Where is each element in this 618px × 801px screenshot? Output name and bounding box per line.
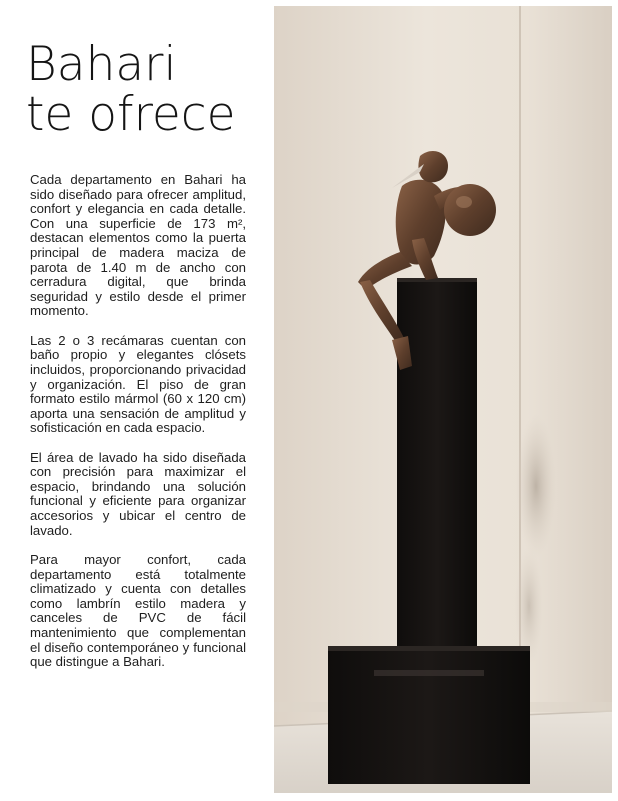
paragraph-laundry: El área de lavado ha sido diseñada con precisión para maximizar el espacio, brindando una solución funcional y eficiente para organizar accesorios y ubicar el centro de lavado. [30,449,246,538]
sculpture-photo [274,6,612,793]
paragraph-bedrooms: Las 2 o 3 recámaras cuentan con baño propio y elegantes clósets incluidos, proporcionando privacidad y organización. El piso de gran formato estilo mármol (60 x 120 cm) aporta una sensación de amplitud y sofisticación en cada espacio. [30,332,246,436]
page-title [26,37,236,142]
title-line-1: Bahari [26,37,177,92]
title-line-2: te ofrece [26,87,236,142]
paragraph-intro: Cada departamento en Bahari ha sido diseñado para ofrecer amplitud, confort y elegancia en cada detalle. Con una superficie de 173 m², destacan elementos como la puerta principal de madera maciza de parota de 1.40 m de ancho con cerradura digital, que brinda seguridad y estilo desde el primer momento. [30,172,246,319]
paragraph-comfort: Para mayor confort, cada departamento está totalmente climatizado y cuenta con detalles como lambrín estilo madera y canceles de PVC de fácil mantenimiento que complementan el diseño contemporáneo y funcional que distingue a Bahari. [30,552,246,670]
sculpture-illustration [274,6,612,793]
body-text [30,173,246,685]
